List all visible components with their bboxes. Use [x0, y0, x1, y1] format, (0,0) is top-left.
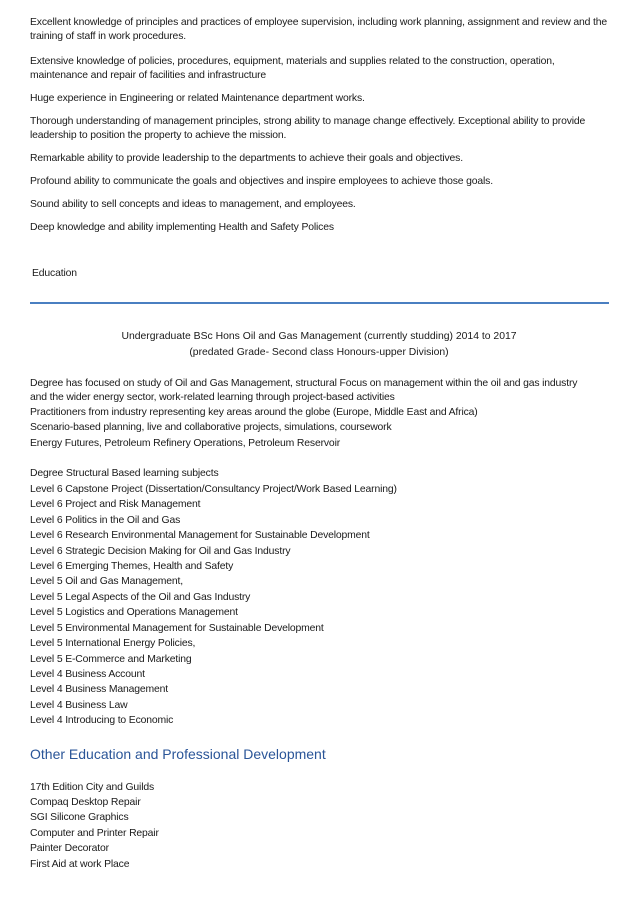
subject-item: Level 5 Oil and Gas Management,	[30, 576, 184, 587]
degree-description-line: and the wider energy sector, work-related learning through project-based activities	[30, 392, 395, 403]
other-education-item: Compaq Desktop Repair	[30, 797, 141, 808]
subject-item: Level 6 Capstone Project (Dissertation/Consultancy Project/Work Based Learning)	[30, 484, 397, 495]
subject-item: Level 4 Business Law	[30, 700, 128, 711]
subject-item: Level 5 E-Commerce and Marketing	[30, 654, 192, 665]
subject-item: Level 6 Project and Risk Management	[30, 499, 201, 510]
subject-item: Level 6 Politics in the Oil and Gas	[30, 515, 181, 526]
skill-paragraph: Huge experience in Engineering or related Maintenance department works.	[30, 93, 365, 104]
subject-item: Level 6 Strategic Decision Making for Oil and Gas Industry	[30, 546, 291, 557]
other-education-item: SGI Silicone Graphics	[30, 812, 129, 823]
degree-grade: (predated Grade- Second class Honours-upper Division)	[189, 347, 449, 358]
skill-paragraph: Remarkable ability to provide leadership to the departments to achieve their goals and objectives.	[30, 153, 463, 164]
skill-paragraph: Thorough understanding of management principles, strong ability to manage change effectively. Exceptional ability to provide leadership to position the property to achieve the mission.	[30, 116, 586, 141]
skill-paragraph: Excellent knowledge of principles and practices of employee supervision, including work planning, assignment and review and the training of staff in work procedures.	[30, 17, 608, 42]
subject-item: Level 4 Business Account	[30, 669, 145, 680]
education-heading: Education	[32, 268, 77, 279]
subject-item: Level 5 Environmental Management for Sustainable Development	[30, 623, 324, 634]
section-divider	[30, 302, 609, 304]
skill-paragraph: Sound ability to sell concepts and ideas to management, and employees.	[30, 199, 356, 210]
degree-title: Undergraduate BSc Hons Oil and Gas Management (currently studding) 2014 to 2017	[121, 331, 517, 342]
skill-paragraph: Profound ability to communicate the goals and objectives and inspire employees to achieve those goals.	[30, 176, 493, 187]
subject-item: Level 6 Emerging Themes, Health and Safety	[30, 561, 234, 572]
other-education-item: First Aid at work Place	[30, 859, 130, 870]
degree-description-line: Degree has focused on study of Oil and Gas Management, structural Focus on management within the oil and gas industry	[30, 378, 578, 389]
skill-paragraph: Extensive knowledge of policies, procedures, equipment, materials and supplies related to the construction, operation, maintenance and repair of facilities and infrastructure	[30, 56, 555, 81]
other-education-item: Computer and Printer Repair	[30, 828, 159, 839]
subject-item: Level 5 Legal Aspects of the Oil and Gas Industry	[30, 592, 251, 603]
degree-description-line: Practitioners from industry representing key areas around the globe (Europe, Middle East and Africa)	[30, 407, 478, 418]
other-education-item: 17th Edition City and Guilds	[30, 782, 155, 793]
skill-paragraph: Deep knowledge and ability implementing Health and Safety Polices	[30, 222, 334, 233]
subjects-heading: Degree Structural Based learning subjects	[30, 468, 219, 479]
subject-item: Level 5 Logistics and Operations Management	[30, 607, 238, 618]
subject-item: Level 4 Business Management	[30, 684, 169, 695]
subject-item: Level 6 Research Environmental Management for Sustainable Development	[30, 530, 370, 541]
subject-item: Level 5 International Energy Policies,	[30, 638, 196, 649]
other-education-item: Painter Decorator	[30, 843, 109, 854]
degree-description-line: Energy Futures, Petroleum Refinery Operations, Petroleum Reservoir	[30, 438, 341, 449]
subject-item: Level 4 Introducing to Economic	[30, 715, 174, 726]
degree-description-line: Scenario-based planning, live and collaborative projects, simulations, coursework	[30, 422, 392, 433]
other-education-heading: Other Education and Professional Development	[30, 746, 326, 762]
